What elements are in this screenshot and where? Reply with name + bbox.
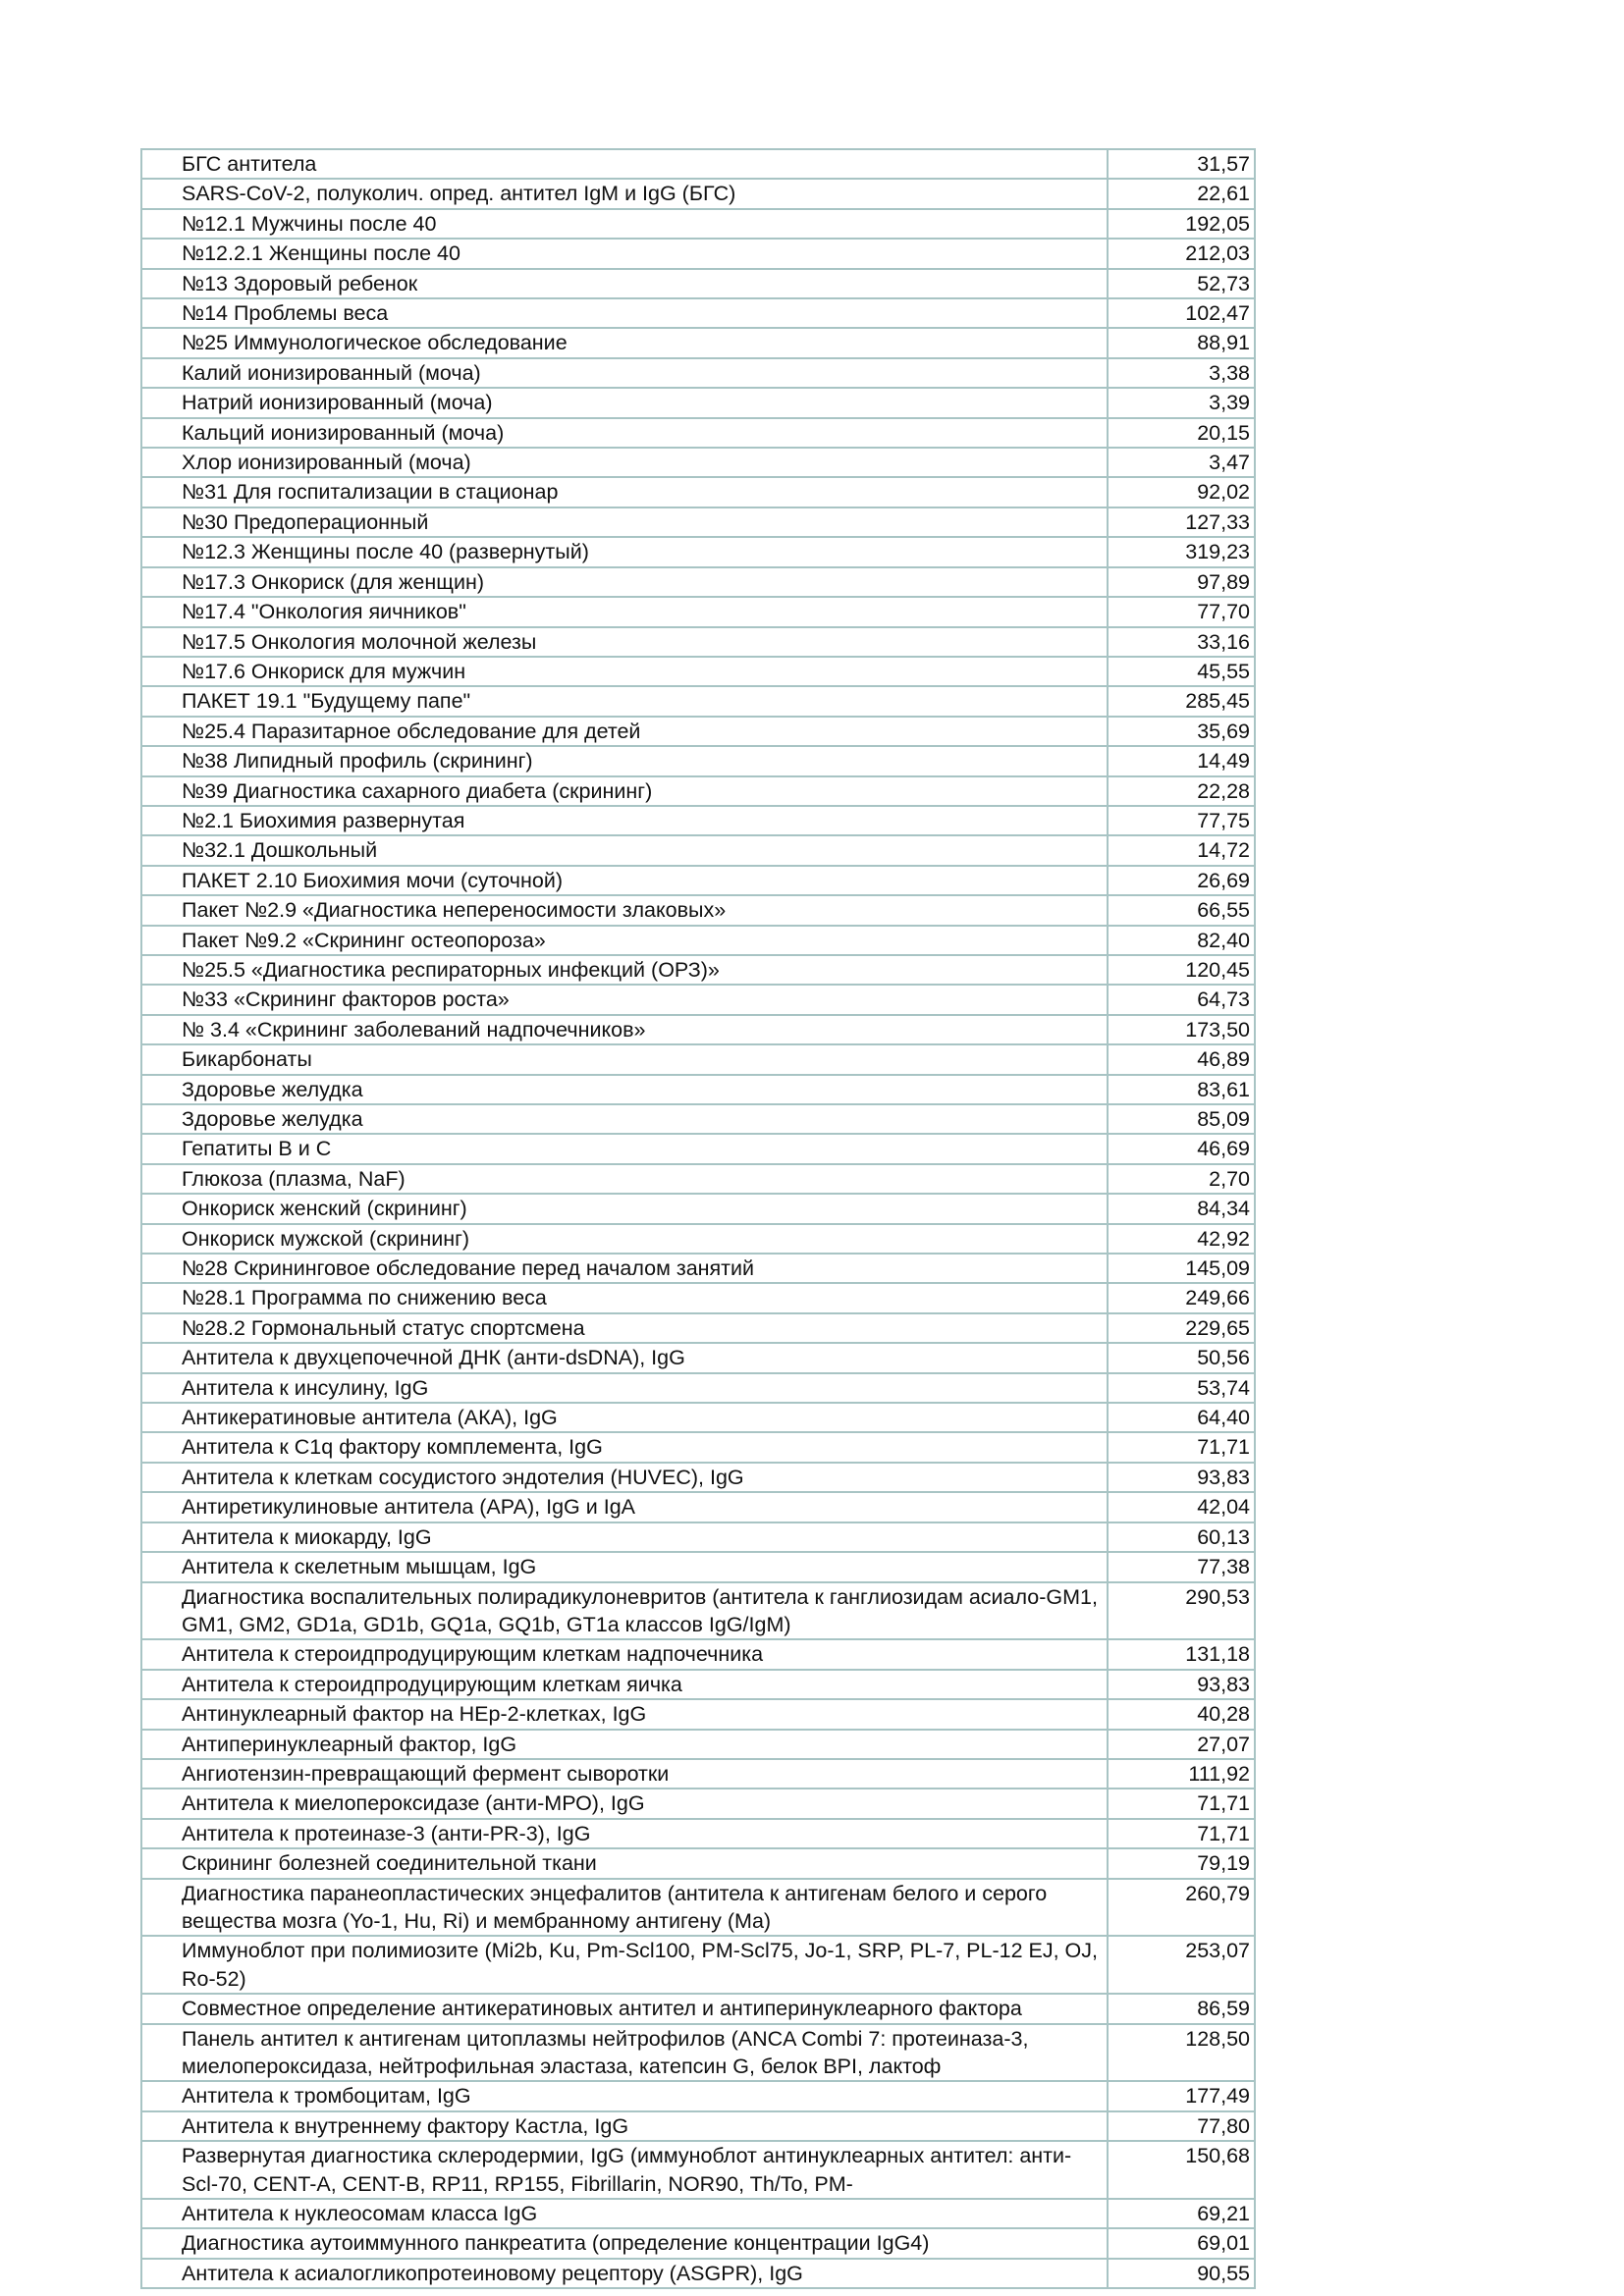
table-row (141, 418, 1255, 448)
service-name-cell: №31 Для госпитализации в стационар (141, 477, 1108, 507)
service-name-cell: №13 Здоровый ребенок (141, 269, 1108, 298)
service-name-cell: №17.6 Онкориск для мужчин (141, 657, 1108, 686)
table-row (141, 1463, 1255, 1492)
service-name-cell: №12.3 Женщины после 40 (развернутый) (141, 537, 1108, 566)
price-cell: 128,50 (1108, 2024, 1255, 2082)
table-row (141, 1164, 1255, 1194)
service-name-cell: Антитела к С1q фактору комплемента, IgG (141, 1432, 1108, 1462)
service-name-cell: Пакет №2.9 «Диагностика непереносимости злаковых» (141, 895, 1108, 925)
price-cell: 14,49 (1108, 746, 1255, 775)
table-row (141, 1343, 1255, 1372)
table-row (141, 1759, 1255, 1789)
table-row (141, 657, 1255, 686)
price-cell: 71,71 (1108, 1432, 1255, 1462)
price-cell: 77,75 (1108, 806, 1255, 835)
service-name-cell: Антитела к внутреннему фактору Кастла, IgG (141, 2111, 1108, 2141)
price-cell: 77,80 (1108, 2111, 1255, 2141)
table-row (141, 1373, 1255, 1403)
table-row (141, 269, 1255, 298)
service-name-cell: Ангиотензин-превращающий фермент сыворотки (141, 1759, 1108, 1789)
table-row (141, 686, 1255, 716)
price-cell: 46,69 (1108, 1134, 1255, 1163)
table-row (141, 567, 1255, 597)
service-name-cell: №30 Предоперационный (141, 507, 1108, 537)
price-cell: 260,79 (1108, 1879, 1255, 1937)
service-name-cell: Бикарбонаты (141, 1044, 1108, 1074)
table-row (141, 985, 1255, 1014)
table-row (141, 1994, 1255, 2023)
service-name-cell: Антитела к инсулину, IgG (141, 1373, 1108, 1403)
price-cell: 14,72 (1108, 835, 1255, 865)
table-row (141, 1134, 1255, 1163)
table-row (141, 1552, 1255, 1581)
table-row (141, 1015, 1255, 1044)
table-row (141, 2024, 1255, 2082)
service-name-cell: №12.1 Мужчины после 40 (141, 209, 1108, 239)
price-cell: 3,47 (1108, 448, 1255, 477)
service-name-cell: №39 Диагностика сахарного диабета (скрининг) (141, 776, 1108, 806)
service-name-cell: №17.3 Онкориск (для женщин) (141, 567, 1108, 597)
table-row (141, 1670, 1255, 1699)
service-name-cell: ПАКЕТ 19.1 "Будущему папе" (141, 686, 1108, 716)
price-cell: 319,23 (1108, 537, 1255, 566)
price-cell: 42,04 (1108, 1492, 1255, 1522)
table-row (141, 209, 1255, 239)
price-cell: 40,28 (1108, 1699, 1255, 1729)
price-cell: 83,61 (1108, 1075, 1255, 1104)
price-cell: 27,07 (1108, 1730, 1255, 1759)
price-cell: 64,40 (1108, 1403, 1255, 1432)
price-cell: 50,56 (1108, 1343, 1255, 1372)
table-row (141, 895, 1255, 925)
table-row (141, 806, 1255, 835)
service-name-cell: Кальций ионизированный (моча) (141, 418, 1108, 448)
service-name-cell: SARS-CoV-2, полуколич. опред. антител IgM и IgG (БГС) (141, 179, 1108, 208)
price-cell: 173,50 (1108, 1015, 1255, 1044)
table-row (141, 2199, 1255, 2228)
price-cell: 26,69 (1108, 866, 1255, 895)
table-row (141, 1432, 1255, 1462)
table-row (141, 328, 1255, 357)
table-row (141, 835, 1255, 865)
price-cell: 127,33 (1108, 507, 1255, 537)
table-row (141, 926, 1255, 955)
price-cell: 290,53 (1108, 1582, 1255, 1640)
service-name-cell: Антиперинуклеарный фактор, IgG (141, 1730, 1108, 1759)
price-cell: 192,05 (1108, 209, 1255, 239)
service-name-cell: Антитела к тромбоцитам, IgG (141, 2081, 1108, 2110)
table-row (141, 1283, 1255, 1312)
service-name-cell: Антитела к скелетным мышцам, IgG (141, 1552, 1108, 1581)
table-row (141, 1075, 1255, 1104)
price-table-body (141, 149, 1255, 2288)
price-cell: 97,89 (1108, 567, 1255, 597)
table-row (141, 1789, 1255, 1818)
price-cell: 35,69 (1108, 717, 1255, 746)
service-name-cell: Антитела к асиалогликопротеиновому рецептору (ASGPR), IgG (141, 2259, 1108, 2288)
table-row (141, 448, 1255, 477)
table-row (141, 2111, 1255, 2141)
service-name-cell: Диагностика паранеопластических энцефалитов (антитела к антигенам белого и серого вещества мозга (Yo-1, Hu, Ri) и мембранному антигену (Ma) (141, 1879, 1108, 1937)
table-row (141, 358, 1255, 388)
table-row (141, 1104, 1255, 1134)
price-cell: 22,28 (1108, 776, 1255, 806)
table-row (141, 388, 1255, 417)
price-cell: 93,83 (1108, 1463, 1255, 1492)
service-name-cell: №33 «Скрининг факторов роста» (141, 985, 1108, 1014)
service-name-cell: Хлор ионизированный (моча) (141, 448, 1108, 477)
price-cell: 42,92 (1108, 1224, 1255, 1254)
service-name-cell: №25.4 Паразитарное обследование для детей (141, 717, 1108, 746)
table-row (141, 1254, 1255, 1283)
service-name-cell: Антитела к нуклеосомам класса IgG (141, 2199, 1108, 2228)
price-cell: 82,40 (1108, 926, 1255, 955)
price-cell: 93,83 (1108, 1670, 1255, 1699)
table-row (141, 2259, 1255, 2288)
price-cell: 84,34 (1108, 1194, 1255, 1223)
table-row (141, 1582, 1255, 1640)
price-cell: 111,92 (1108, 1759, 1255, 1789)
service-name-cell: Панель антител к антигенам цитоплазмы нейтрофилов (ANCA Combi 7: протеиназа-3, миелопероксидаза, нейтрофильная эластаза, катепсин G, белок BPI, лактоф (141, 2024, 1108, 2082)
table-row (141, 1194, 1255, 1223)
table-row (141, 1936, 1255, 1994)
price-cell: 69,21 (1108, 2199, 1255, 2228)
service-name-cell: Глюкоза (плазма, NaF) (141, 1164, 1108, 1194)
service-name-cell: №17.5 Онкология молочной железы (141, 627, 1108, 657)
service-name-cell: Диагностика воспалительных полирадикулоневритов (антитела к ганглиозидам асиало-GM1, GM1, GM2, GD1a, GD1b, GQ1a, GQ1b, GT1a классов IgG/IgM) (141, 1582, 1108, 1640)
table-row (141, 1403, 1255, 1432)
service-name-cell: Пакет №9.2 «Скрининг остеопороза» (141, 926, 1108, 955)
table-row (141, 2141, 1255, 2199)
service-name-cell: Скрининг болезней соединительной ткани (141, 1848, 1108, 1878)
price-cell: 60,13 (1108, 1522, 1255, 1552)
table-row (141, 1879, 1255, 1937)
service-name-cell: №2.1 Биохимия развернутая (141, 806, 1108, 835)
service-name-cell: №38 Липидный профиль (скрининг) (141, 746, 1108, 775)
price-table (140, 148, 1256, 2289)
table-row (141, 866, 1255, 895)
table-row (141, 1313, 1255, 1343)
price-cell: 66,55 (1108, 895, 1255, 925)
service-name-cell: Антитела к миелопероксидазе (анти-МРО), IgG (141, 1789, 1108, 1818)
price-cell: 31,57 (1108, 149, 1255, 179)
table-row (141, 2081, 1255, 2110)
table-row (141, 717, 1255, 746)
table-row (141, 537, 1255, 566)
table-row (141, 955, 1255, 985)
price-cell: 45,55 (1108, 657, 1255, 686)
price-cell: 150,68 (1108, 2141, 1255, 2199)
table-row (141, 1639, 1255, 1669)
service-name-cell: №25.5 «Диагностика респираторных инфекций (ОРЗ)» (141, 955, 1108, 985)
price-cell: 92,02 (1108, 477, 1255, 507)
price-cell: 20,15 (1108, 418, 1255, 448)
price-cell: 22,61 (1108, 179, 1255, 208)
service-name-cell: БГС антитела (141, 149, 1108, 179)
service-name-cell: Антинуклеарный фактор на HEp-2-клетках, IgG (141, 1699, 1108, 1729)
price-cell: 253,07 (1108, 1936, 1255, 1994)
service-name-cell: Натрий ионизированный (моча) (141, 388, 1108, 417)
price-cell: 71,71 (1108, 1819, 1255, 1848)
service-name-cell: №25 Иммунологическое обследование (141, 328, 1108, 357)
service-name-cell: №28.2 Гормональный статус спортсмена (141, 1313, 1108, 1343)
table-row (141, 1492, 1255, 1522)
service-name-cell: Совместное определение антикератиновых антител и антиперинуклеарного фактора (141, 1994, 1108, 2023)
price-cell: 52,73 (1108, 269, 1255, 298)
table-row (141, 1848, 1255, 1878)
price-cell: 120,45 (1108, 955, 1255, 985)
table-row (141, 507, 1255, 537)
price-cell: 285,45 (1108, 686, 1255, 716)
price-cell: 88,91 (1108, 328, 1255, 357)
service-name-cell: Антитела к двухцепочечной ДНК (анти-dsDNA), IgG (141, 1343, 1108, 1372)
service-name-cell: ПАКЕТ 2.10 Биохимия мочи (суточной) (141, 866, 1108, 895)
service-name-cell: Калий ионизированный (моча) (141, 358, 1108, 388)
service-name-cell: Антитела к протеиназе-3 (анти-PR-3), IgG (141, 1819, 1108, 1848)
service-name-cell: Антитела к стероидпродуцирующим клеткам надпочечника (141, 1639, 1108, 1669)
service-name-cell: Антитела к клеткам сосудистого эндотелия (HUVEC), IgG (141, 1463, 1108, 1492)
service-name-cell: №14 Проблемы веса (141, 298, 1108, 328)
service-name-cell: №17.4 "Онкология яичников" (141, 597, 1108, 626)
price-cell: 77,38 (1108, 1552, 1255, 1581)
service-name-cell: Антикератиновые антитела (АКА), IgG (141, 1403, 1108, 1432)
price-cell: 69,01 (1108, 2228, 1255, 2258)
price-cell: 229,65 (1108, 1313, 1255, 1343)
service-name-cell: №32.1 Дошкольный (141, 835, 1108, 865)
service-name-cell: Гепатиты В и С (141, 1134, 1108, 1163)
service-name-cell: Онкориск женский (скрининг) (141, 1194, 1108, 1223)
service-name-cell: Антитела к миокарду, IgG (141, 1522, 1108, 1552)
price-cell: 212,03 (1108, 239, 1255, 268)
price-cell: 2,70 (1108, 1164, 1255, 1194)
service-name-cell: №12.2.1 Женщины после 40 (141, 239, 1108, 268)
price-cell: 177,49 (1108, 2081, 1255, 2110)
table-row (141, 597, 1255, 626)
table-row (141, 627, 1255, 657)
price-cell: 77,70 (1108, 597, 1255, 626)
price-cell: 3,39 (1108, 388, 1255, 417)
service-name-cell: Антиретикулиновые антитела (АРА), IgG и IgA (141, 1492, 1108, 1522)
price-cell: 102,47 (1108, 298, 1255, 328)
service-name-cell: Развернутая диагностика склеродермии, IgG (иммуноблот антинуклеарных антител: анти-Scl-70, CENT-A, CENT-B, RP11, RP155, Fibrillarin, NOR90, Th/To, PM- (141, 2141, 1108, 2199)
table-row (141, 239, 1255, 268)
price-cell: 79,19 (1108, 1848, 1255, 1878)
table-row (141, 2228, 1255, 2258)
service-name-cell: №28.1 Программа по снижению веса (141, 1283, 1108, 1312)
price-cell: 64,73 (1108, 985, 1255, 1014)
price-cell: 3,38 (1108, 358, 1255, 388)
table-row (141, 149, 1255, 179)
price-cell: 145,09 (1108, 1254, 1255, 1283)
price-cell: 90,55 (1108, 2259, 1255, 2288)
price-cell: 249,66 (1108, 1283, 1255, 1312)
table-row (141, 1699, 1255, 1729)
table-row (141, 1522, 1255, 1552)
service-name-cell: Здоровье желудка (141, 1075, 1108, 1104)
table-row (141, 179, 1255, 208)
table-row (141, 746, 1255, 775)
service-name-cell: №28 Скрининговое обследование перед началом занятий (141, 1254, 1108, 1283)
service-name-cell: № 3.4 «Скрининг заболеваний надпочечников» (141, 1015, 1108, 1044)
table-row (141, 776, 1255, 806)
price-cell: 85,09 (1108, 1104, 1255, 1134)
price-cell: 33,16 (1108, 627, 1255, 657)
service-name-cell: Диагностика аутоиммунного панкреатита (определение концентрации IgG4) (141, 2228, 1108, 2258)
service-name-cell: Иммуноблот при полимиозите (Mi2b, Ku, Pm-Scl100, PM-Scl75, Jo-1, SRP, PL-7, PL-12 EJ, OJ, Ro-52) (141, 1936, 1108, 1994)
table-row (141, 1044, 1255, 1074)
price-cell: 131,18 (1108, 1639, 1255, 1669)
price-cell: 86,59 (1108, 1994, 1255, 2023)
table-row (141, 477, 1255, 507)
price-cell: 71,71 (1108, 1789, 1255, 1818)
service-name-cell: Антитела к стероидпродуцирующим клеткам яичка (141, 1670, 1108, 1699)
price-cell: 46,89 (1108, 1044, 1255, 1074)
service-name-cell: Здоровье желудка (141, 1104, 1108, 1134)
table-row (141, 1224, 1255, 1254)
price-cell: 53,74 (1108, 1373, 1255, 1403)
table-row (141, 1730, 1255, 1759)
table-row (141, 298, 1255, 328)
table-row (141, 1819, 1255, 1848)
service-name-cell: Онкориск мужской (скрининг) (141, 1224, 1108, 1254)
